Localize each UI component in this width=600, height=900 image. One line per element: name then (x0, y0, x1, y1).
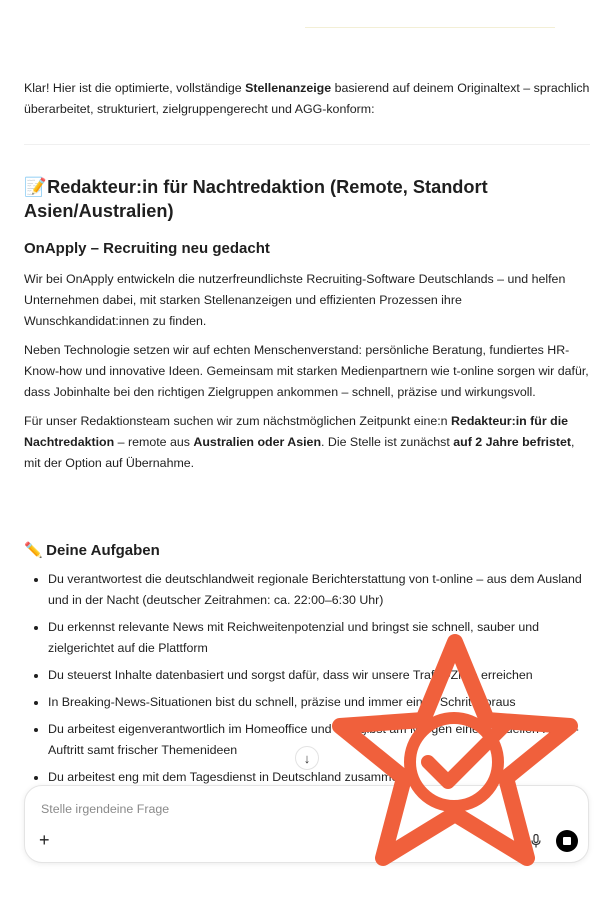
job-title: 📝 Redakteur:in für Nachtredaktion (Remote, Standort Asien/Australien) (24, 177, 488, 221)
list-item: • Du verantwortest die deutschlandweit regionale Berichterstattung von t-online – aus dem Ausland und in der Nacht (deutscher Zeitrahmen: ca. 22:00–6:30 Uhr) (48, 569, 590, 611)
list-item: • Du erkennst relevante News mit Reichweitenpotenzial und bringst sie schnell, sauber und zielgerichtet auf die Plattform (48, 617, 590, 659)
pencil-icon: ✏️ (24, 542, 43, 559)
prompt-composer (24, 785, 589, 863)
divider (24, 518, 590, 519)
paragraph-intro: Wir bei OnApply entwickeln die nutzerfreundlichste Recruiting-Software Deutschlands – und helfen Unternehmen dabei, mit starken Stellenanzeigen und effizienten Prozessen ihre Wunschkandidat:innen zu finden. (24, 272, 566, 328)
top-divider (305, 27, 555, 28)
memo-icon: 📝 (24, 177, 47, 197)
voice-mode-button[interactable] (556, 830, 578, 852)
divider (24, 144, 590, 145)
paragraph-position: Für unser Redaktionsteam suchen wir zum nächstmöglichen Zeitpunkt eine:n Redakteur:in für die Nachtredaktion – remote aus Australien oder Asien. Die Stelle ist zunächst auf 2 Jahre befristet, mit der Option auf Übernahme. (24, 414, 575, 470)
intro-text: Klar! Hier ist die optimierte, vollständige Stellenanzeige basierend auf deinem Originaltext – sprachlich überarbeitet, strukturiert, zielgruppengerecht und AGG-konform: (24, 81, 590, 116)
list-item: • In Breaking-News-Situationen bist du schnell, präzise und immer einen Schritt voraus (48, 692, 590, 713)
arrow-down-icon: ↓ (303, 750, 311, 766)
assistant-message (24, 78, 590, 794)
scroll-down-button[interactable] (295, 746, 319, 770)
paragraph-tech: Neben Technologie setzen wir auf echten Menschenverstand: persönliche Beratung, fundiertes HR-Know-how und innovative Ideen. Gemeinsam mit starken Medienpartnern wie t-online sorgen wir dafür, dass Jobinhalte bei den richtigen Zielgruppen ankommen – schnell, präzise und wirkungsvoll. (24, 343, 589, 399)
microphone-icon[interactable] (531, 834, 541, 848)
prompt-input[interactable] (39, 798, 483, 820)
stop-icon (563, 837, 571, 845)
list-item: • Du arbeitest eng mit dem Tagesdienst in Deutschland zusammen (48, 767, 590, 788)
tasks-heading: ✏️ Deine Aufgaben (24, 542, 160, 559)
list-item: • Du steuerst Inhalte datenbasiert und sorgst dafür, dass wir unsere Traffic-Ziele erreichen (48, 665, 590, 686)
plus-icon[interactable]: + (39, 830, 50, 850)
list-item: • Du arbeitest eigenverantwortlich im Homeoffice und übergibst am Morgen einen aktuellen Regio-Auftritt samt frischer Themenideen (48, 719, 590, 761)
company-heading: OnApply – Recruiting neu gedacht (24, 240, 270, 257)
